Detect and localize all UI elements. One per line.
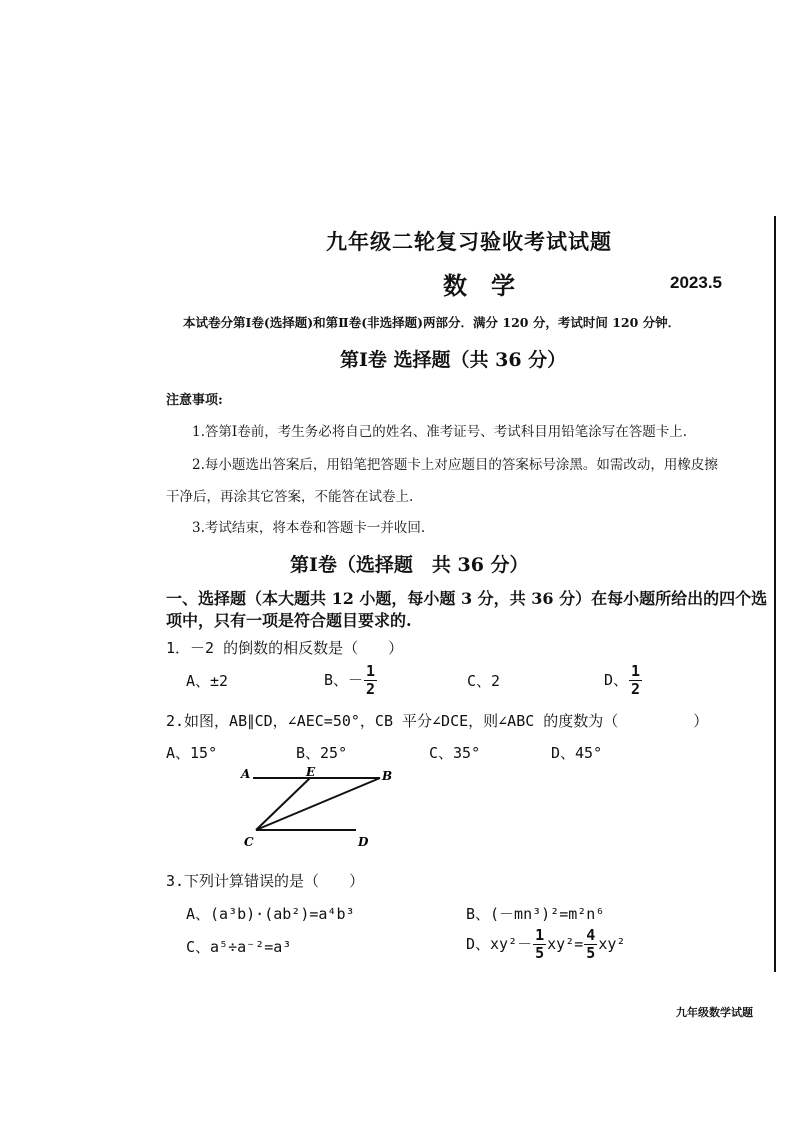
geometry-figure bbox=[236, 764, 393, 854]
fraction-numerator: 4 bbox=[586, 926, 596, 944]
fraction-denominator: 5 bbox=[535, 944, 545, 962]
fraction bbox=[364, 664, 377, 697]
fraction-denominator: 2 bbox=[366, 680, 376, 698]
question-3-option-a: A、(a³b)·(ab²)=a⁴b³ bbox=[186, 905, 355, 923]
fraction bbox=[584, 928, 597, 961]
notes-heading: 注意事项: bbox=[166, 393, 223, 408]
question-1-option-b bbox=[324, 664, 378, 697]
fraction-numerator: 1 bbox=[366, 662, 376, 680]
point-label-a: A bbox=[241, 767, 251, 781]
question-3-option-d bbox=[466, 928, 625, 961]
question-2-option-b: B、25° bbox=[296, 744, 348, 762]
right-margin-rule bbox=[774, 216, 776, 972]
point-label-e: E bbox=[306, 765, 316, 779]
point-label-d: D bbox=[358, 835, 369, 849]
question-1-option-a: A、±2 bbox=[186, 672, 229, 690]
question-2-option-d: D、45° bbox=[551, 744, 603, 762]
note-item-3: 3.考试结束，将本卷和答题卡一并收回. bbox=[192, 520, 426, 536]
question-2-stem: 2.如图，AB∥CD，∠AEC=50°，CB 平分∠DCE，则∠ABC 的度数为（ ） bbox=[166, 712, 709, 730]
question-1-option-b-prefix: B、－ bbox=[324, 671, 364, 689]
question-3-option-d-mid: xy²= bbox=[547, 935, 584, 953]
part-intro-line-1: 一、选择题（本大题共 12 小题，每小题 3 分，共 36 分）在每小题所给出的四个选 bbox=[166, 589, 768, 608]
point-label-b: B bbox=[382, 769, 393, 783]
exam-date: 2023.5 bbox=[670, 273, 722, 292]
question-1-option-d-prefix: D、 bbox=[604, 671, 629, 689]
point-label-c: C bbox=[244, 835, 254, 849]
question-2-option-c: C、35° bbox=[429, 744, 481, 762]
fraction bbox=[533, 928, 546, 961]
fraction bbox=[629, 664, 642, 697]
note-item-2-cont: 干净后，再涂其它答案，不能答在试卷上. bbox=[166, 489, 414, 505]
exam-intro: 本试卷分第Ⅰ卷(选择题)和第Ⅱ卷(非选择题)两部分．满分 120 分，考试时间 120 分钟． bbox=[183, 315, 681, 330]
question-3-option-d-prefix: D、xy²－ bbox=[466, 935, 533, 953]
question-3-option-d-suffix: xy² bbox=[598, 935, 626, 953]
question-3-option-b: B、(－mn³)²=m²n⁶ bbox=[466, 905, 605, 923]
fraction-denominator: 5 bbox=[586, 944, 596, 962]
fraction-numerator: 1 bbox=[535, 926, 545, 944]
subject-title: 数学 bbox=[443, 271, 539, 300]
question-2-option-a: A、15° bbox=[166, 744, 218, 762]
fraction-denominator: 2 bbox=[631, 680, 641, 698]
line-cb bbox=[256, 778, 380, 830]
note-item-2: 2.每小题选出答案后，用铅笔把答题卡上对应题目的答案标号涂黑。如需改动，用橡皮擦 bbox=[192, 457, 718, 473]
question-3-option-c: C、a⁵÷a⁻²=a³ bbox=[186, 938, 292, 956]
question-3-stem: 3.下列计算错误的是（ ） bbox=[166, 872, 365, 890]
question-1-option-c: C、2 bbox=[467, 672, 501, 690]
fraction-numerator: 1 bbox=[631, 662, 641, 680]
section-title-2: 第Ⅰ卷（选择题 共 36 分） bbox=[290, 554, 529, 576]
question-1-option-d bbox=[604, 664, 643, 697]
question-1-stem: 1．－2 的倒数的相反数是（ ） bbox=[166, 639, 404, 657]
page-footer: 九年级数学试题 bbox=[676, 1006, 753, 1019]
note-item-1: 1.答第Ⅰ卷前，考生务必将自己的姓名、准考证号、考试科目用铅笔涂写在答题卡上. bbox=[192, 424, 688, 440]
line-ce bbox=[256, 778, 310, 830]
exam-title: 九年级二轮复习验收考试试题 bbox=[326, 229, 612, 254]
section-title-1: 第Ⅰ卷 选择题（共 36 分） bbox=[340, 349, 567, 371]
part-intro-line-2: 项中，只有一项是符合题目要求的. bbox=[166, 611, 412, 630]
